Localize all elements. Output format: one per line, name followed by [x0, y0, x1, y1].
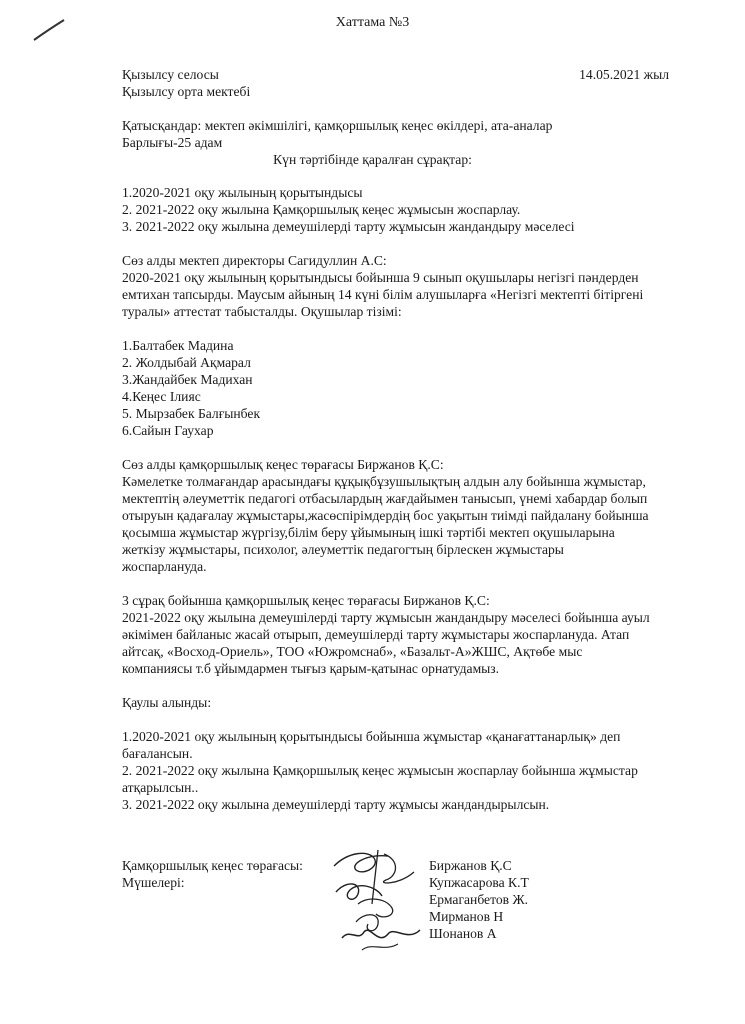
- resolution-item: 3. 2021-2022 оқу жылына демеушілерді тарту жұмысы жандандырылсын.: [122, 797, 550, 812]
- speaker-2-text: жоспарлануда.: [122, 559, 207, 574]
- signatory-name: Биржанов Қ.С: [429, 858, 512, 873]
- agenda-item: 3. 2021-2022 оқу жылына демеушілерді тарту жұмысын жандандыру мәселесі: [122, 219, 575, 234]
- speaker-1-text: туралы» аттестат табысталды. Оқушылар тізімі:: [122, 304, 402, 319]
- student-item: 6.Сайын Гаухар: [122, 423, 214, 438]
- speaker-3-text: компаниясы т.б ұйымдармен тығыз қарым-қатынас орнатудамыз.: [122, 661, 500, 676]
- speaker-1-text: емтихан тапсырды. Маусым айының 14 күні білім алушыларға «Негізгі мектепті бітіргені: [122, 287, 644, 302]
- agenda-item: 2. 2021-2022 оқу жылына Қамқоршылық кеңес жұмысын жоспарлау.: [122, 202, 521, 217]
- speaker-2-heading: Сөз алды қамқоршылық кеңес төрағасы Биржанов Қ.С:: [122, 457, 444, 472]
- document-title: Хаттама №3: [335, 15, 410, 30]
- speaker-2-text: Кәмелетке толмағандар арасындағы құқықбұзушылықтың алдын алу бойынша жұмыстар,: [122, 474, 646, 489]
- resolution-heading: Қаулы алынды:: [122, 695, 212, 710]
- signatory-name: Купжасарова К.Т: [429, 875, 529, 890]
- speaker-1-heading: Сөз алды мектеп директоры Сагидуллин А.С:: [122, 253, 387, 268]
- speaker-3-text: айтсақ, «Восход-Ориель», ТОО «Южромснаб», «Базальт-А»ЖШС, Ақтөбе мыс: [122, 644, 583, 659]
- agenda-item: 1.2020-2021 оқу жылының қорытындысы: [122, 185, 363, 200]
- resolution-item: 1.2020-2021 оқу жылының қорытындысы бойынша жұмыстар «қанағаттанарлық» деп: [122, 729, 621, 744]
- school-name: Қызылсу орта мектебі: [122, 84, 251, 99]
- speaker-3-text: 2021-2022 оқу жылына демеушілерді тарту жұмысын жандандыру мәселесі бойынша ауыл: [122, 610, 650, 625]
- signature-scribbles: [328, 846, 428, 958]
- village-name: Қызылсу селосы: [122, 67, 219, 82]
- student-item: 3.Жандайбек Мадихан: [122, 372, 253, 387]
- resolution-item: бағалансын.: [122, 746, 193, 761]
- student-item: 5. Мырзабек Балғынбек: [122, 406, 261, 421]
- participants: Қатысқандар: мектеп әкімшілігі, қамқоршылық кеңес өкілдері, ата-аналар: [122, 118, 553, 133]
- resolution-item: атқарылсын..: [122, 780, 199, 795]
- speaker-2-text: жеткізу жұмыстары, психолог, әлеуметтік педагогтың бірлескен жұмыстары: [122, 542, 564, 557]
- student-item: 1.Балтабек Мадина: [122, 338, 234, 353]
- chair-label: Қамқоршылық кеңес төрағасы:: [122, 858, 303, 873]
- signatory-name: Шонанов А: [429, 926, 497, 941]
- speaker-2-text: отыруын қадағалау жұмыстары,жасөспірімдердің бос уақытын тиімді пайдалану бойынша: [122, 508, 649, 523]
- resolution-item: 2. 2021-2022 оқу жылына Қамқоршылық кеңес жұмысын жоспарлау бойынша жұмыстар: [122, 763, 638, 778]
- speaker-1-text: 2020-2021 оқу жылының қорытындысы бойынша 9 сынып оқушылары негізгі пәндерден: [122, 270, 639, 285]
- speaker-3-text: әкімімен байланыс жасай отырып, демеушілерді тарту жұмыстары жоспарлануда. Атап: [122, 627, 630, 642]
- speaker-2-text: мектептің әлеуметтік педагогі отбасылардың жағдайымен танысып, үнемі хабардар болып: [122, 491, 648, 506]
- agenda-heading: Күн тәртібінде қаралған сұрақтар:: [273, 152, 472, 167]
- speaker-2-text: қосымша жұмыстар жүргізу,білім беру ұйымының ішкі тәртібі мектеп оқушыларына: [122, 525, 615, 540]
- members-label: Мүшелері:: [122, 875, 185, 890]
- student-item: 2. Жолдыбай Ақмарал: [122, 355, 251, 370]
- signatory-name: Мирманов Н: [429, 909, 504, 924]
- document-date: 14.05.2021 жыл: [579, 67, 669, 82]
- student-item: 4.Кеңес Ілияс: [122, 389, 201, 404]
- speaker-3-heading: 3 сұрақ бойынша қамқоршылық кеңес төрағасы Биржанов Қ.С:: [122, 593, 490, 608]
- participants-total: Барлығы-25 адам: [122, 135, 223, 150]
- signatory-name: Ермаганбетов Ж.: [429, 892, 529, 907]
